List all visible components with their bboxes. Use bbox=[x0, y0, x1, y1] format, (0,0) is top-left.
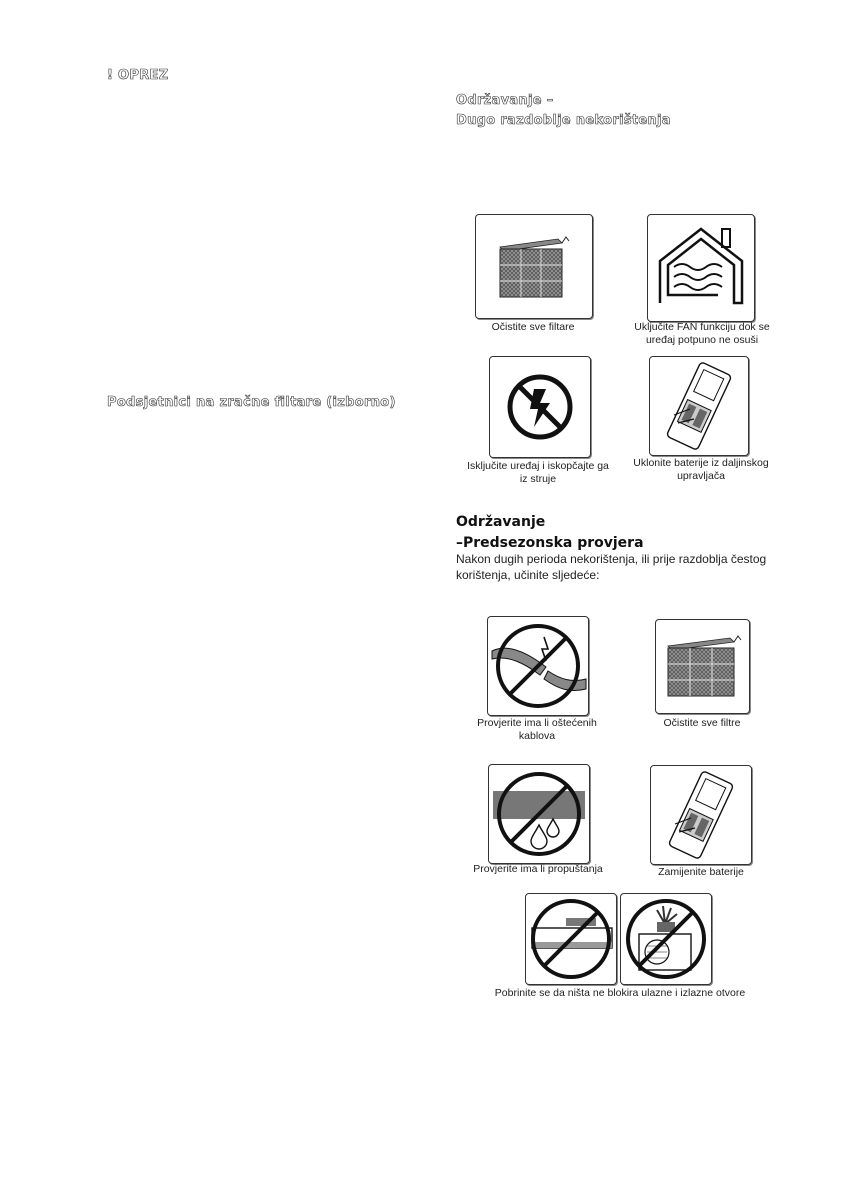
caption-clean-filters: Očistite sve filtare bbox=[491, 321, 575, 333]
caption-replace-batteries: Zamijenite baterije bbox=[658, 866, 744, 878]
caption-check-cables: Provjerite ima li oštećenih kablova bbox=[477, 717, 597, 742]
caution-title: ! OPREZ bbox=[107, 68, 169, 83]
preseason-title-line1: Održavanje bbox=[456, 514, 546, 530]
fan-dry-house-icon bbox=[647, 214, 755, 322]
no-power-icon bbox=[489, 356, 591, 458]
remote-battery-icon bbox=[649, 356, 749, 456]
filter-reminder-title: Podsjetnici na zračne filtare (izborno) bbox=[107, 395, 396, 410]
long-term-title-line2: Dugo razdoblje nekorištenja bbox=[456, 113, 671, 128]
air-filter-icon bbox=[475, 214, 593, 319]
preseason-intro: Nakon dugih perioda nekorištenja, ili prije razdoblja čestog korištenja, učinite sljedeće: bbox=[456, 552, 767, 582]
caption-clean-filters-2: Očistite sve filtre bbox=[663, 717, 741, 729]
long-term-title-line1: Održavanje – bbox=[456, 93, 554, 108]
caption-check-leaks: Provjerite ima li propuštanja bbox=[473, 863, 603, 875]
air-filter-icon-2 bbox=[655, 619, 750, 714]
caption-remove-batteries: Uklonite baterije iz daljinskog upravljača bbox=[633, 457, 769, 482]
blocked-indoor-unit-icon bbox=[525, 893, 617, 985]
leak-check-icon bbox=[488, 764, 590, 864]
caption-unplug: Isključite uređaj i iskopčajte ga iz struje bbox=[467, 460, 609, 485]
blocked-outdoor-unit-icon bbox=[620, 893, 712, 985]
damaged-cable-icon bbox=[487, 616, 589, 716]
remote-battery-icon-2 bbox=[650, 765, 752, 865]
caption-fan-function: Uključite FAN funkciju dok se uređaj potpuno ne osuši bbox=[634, 321, 770, 346]
caption-no-blocking: Pobrinite se da ništa ne blokira ulazne i izlazne otvore bbox=[494, 987, 746, 999]
preseason-title-line2: –Predsezonska provjera bbox=[456, 535, 644, 551]
